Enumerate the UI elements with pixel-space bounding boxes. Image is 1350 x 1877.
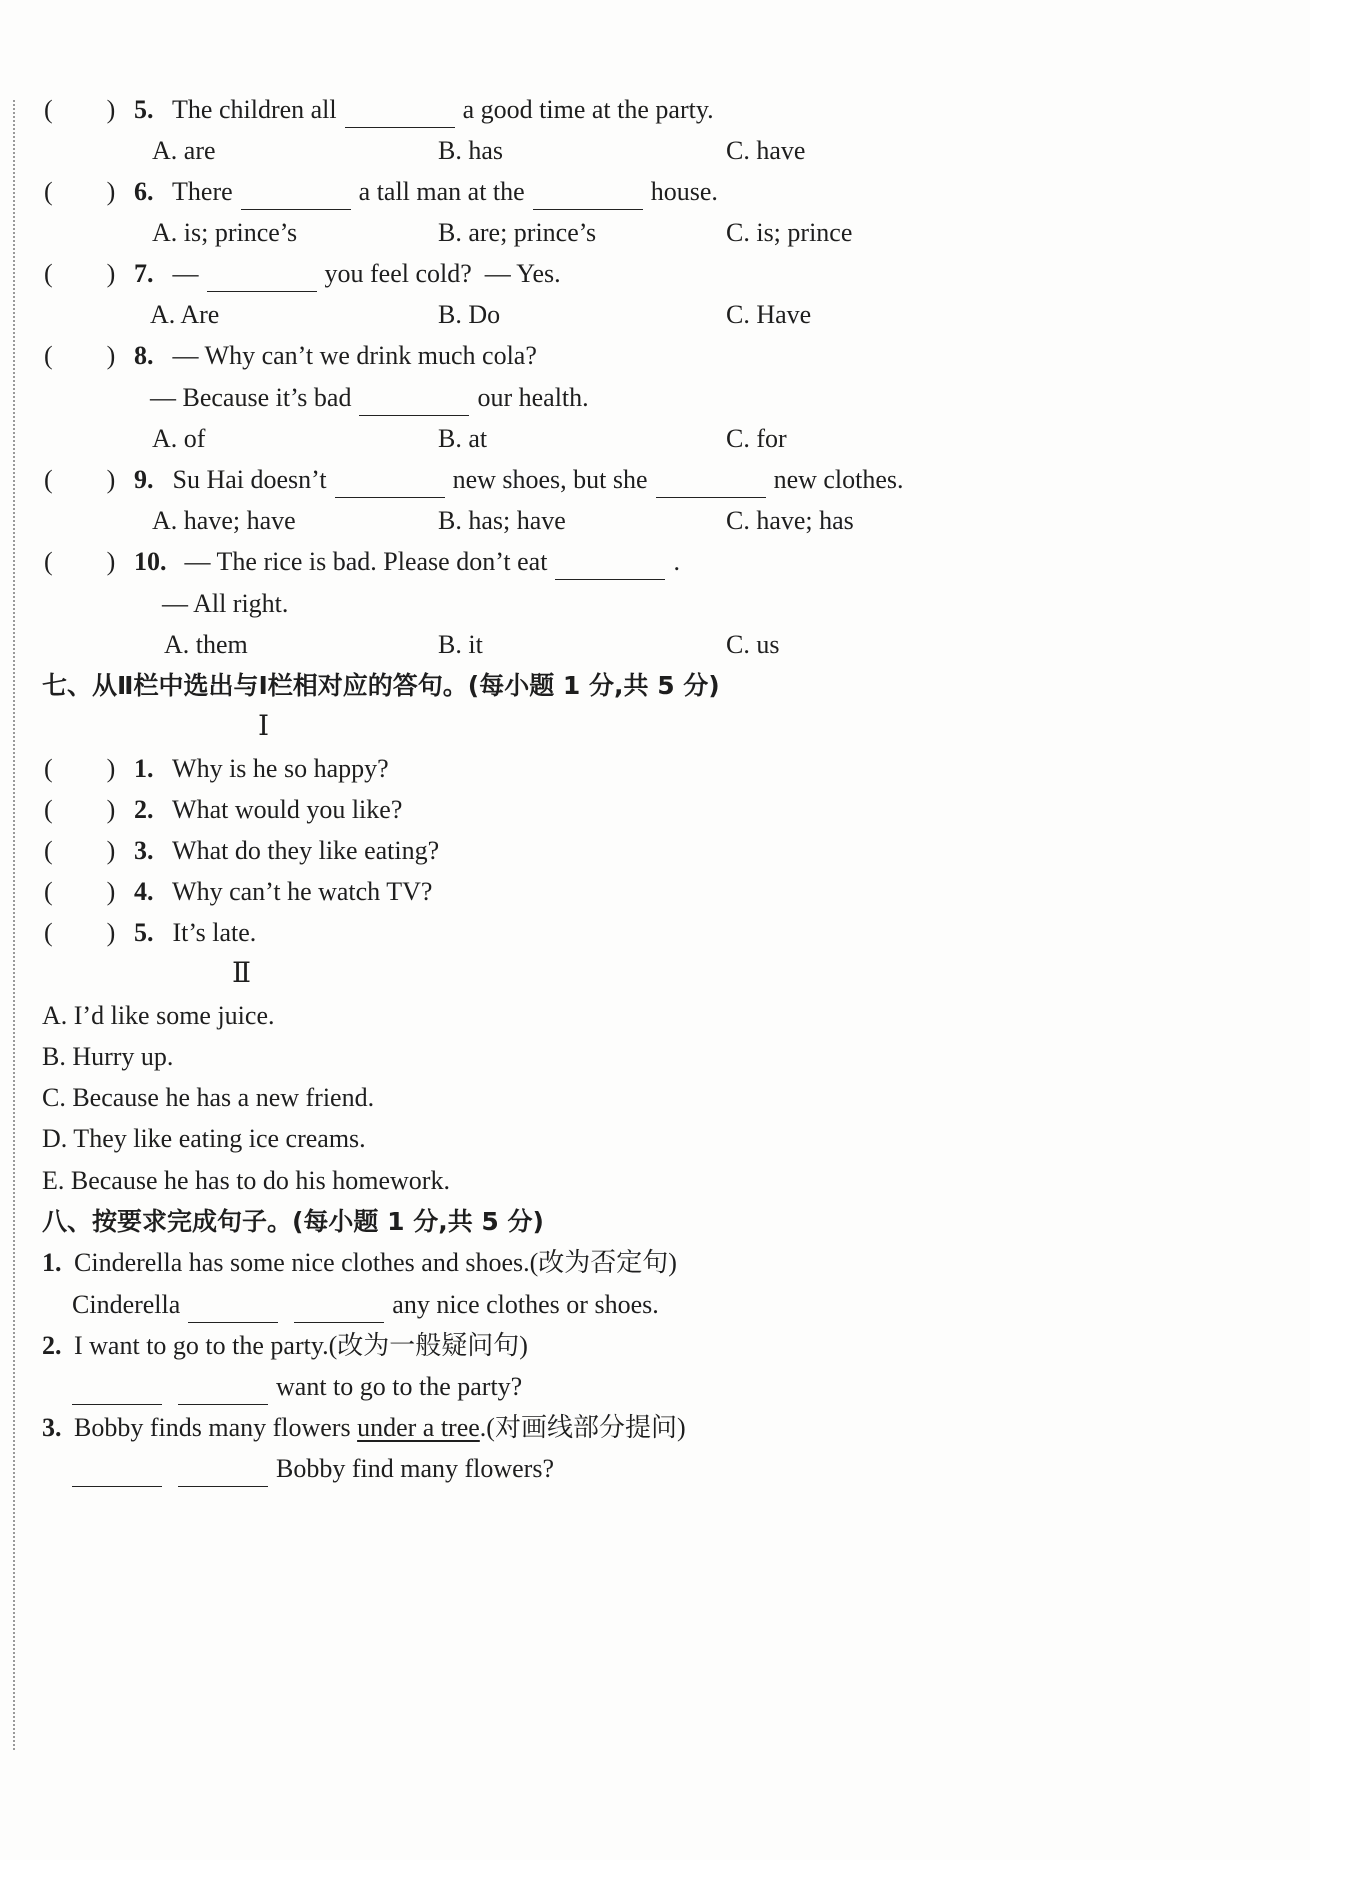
answer-bracket[interactable]: ( ) xyxy=(44,877,116,906)
fill-blank[interactable] xyxy=(533,183,643,210)
sentence-2: 2. I want to go to the party.(改为一般疑问句) xyxy=(42,1331,528,1360)
match-item: ( ) 5. It’s late. xyxy=(44,915,256,951)
question-7: ( ) 7. — you feel cold? — Yes. xyxy=(44,256,561,292)
match-item: ( ) 3. What do they like eating? xyxy=(44,833,439,869)
fill-blank[interactable] xyxy=(178,1378,268,1405)
sentence-3-answer: Bobby find many flowers? xyxy=(64,1451,554,1487)
question-8-line-2: — Because it’s bad our health. xyxy=(150,380,589,416)
fill-blank[interactable] xyxy=(188,1296,278,1323)
option-c[interactable]: C. Have xyxy=(726,300,812,329)
question-5: ( ) 5. The children all a good time at the party. xyxy=(44,92,714,128)
answer-bracket[interactable]: ( ) xyxy=(44,259,116,288)
option-c[interactable]: C. us xyxy=(726,630,780,659)
answer-bracket[interactable]: ( ) xyxy=(44,918,116,947)
fill-blank[interactable] xyxy=(656,471,766,498)
option-a[interactable]: A. them xyxy=(164,630,248,659)
option-b[interactable]: B. it xyxy=(438,630,483,659)
match-item: ( ) 2. What would you like? xyxy=(44,792,402,828)
sentence-3: 3. Bobby finds many flowers under a tree.(对画线部分提问) xyxy=(42,1413,686,1442)
question-10-line-2: — All right. xyxy=(162,589,289,618)
answer-bracket[interactable]: ( ) xyxy=(44,177,116,206)
answer-bracket[interactable]: ( ) xyxy=(44,465,116,494)
answer-bracket[interactable]: ( ) xyxy=(44,836,116,865)
option-a[interactable]: A. have; have xyxy=(152,506,296,535)
fill-blank[interactable] xyxy=(294,1296,384,1323)
fill-blank[interactable] xyxy=(72,1378,162,1405)
fill-blank[interactable] xyxy=(178,1460,268,1487)
answer-bracket[interactable]: ( ) xyxy=(44,754,116,783)
answer-option: B. Hurry up. xyxy=(42,1042,174,1071)
fill-blank[interactable] xyxy=(555,553,665,580)
fill-blank[interactable] xyxy=(335,471,445,498)
fill-blank[interactable] xyxy=(72,1460,162,1487)
option-c[interactable]: C. for xyxy=(726,424,787,453)
answer-option: C. Because he has a new friend. xyxy=(42,1083,375,1112)
match-item: ( ) 4. Why can’t he watch TV? xyxy=(44,874,432,910)
column-2-heading: Ⅱ xyxy=(232,958,252,989)
option-b[interactable]: B. are; prince’s xyxy=(438,218,597,247)
fill-blank[interactable] xyxy=(345,101,455,128)
question-10: ( ) 10. — The rice is bad. Please don’t eat . xyxy=(44,544,680,580)
answer-bracket[interactable]: ( ) xyxy=(44,795,116,824)
option-c[interactable]: C. have xyxy=(726,136,806,165)
option-b[interactable]: B. has xyxy=(438,136,503,165)
sentence-2-answer: want to go to the party? xyxy=(64,1369,522,1405)
answer-option: E. Because he has to do his homework. xyxy=(42,1166,450,1195)
answer-bracket[interactable]: ( ) xyxy=(44,341,116,370)
option-a[interactable]: A. of xyxy=(152,424,206,453)
answer-option: A. I’d like some juice. xyxy=(42,1001,275,1030)
option-b[interactable]: B. at xyxy=(438,424,488,453)
section-8-title: 八、按要求完成句子。(每小题 1 分,共 5 分) xyxy=(42,1207,544,1236)
section-7-title: 七、从Ⅱ栏中选出与Ⅰ栏相对应的答句。(每小题 1 分,共 5 分) xyxy=(42,671,720,700)
question-9: ( ) 9. Su Hai doesn’t new shoes, but she new clothes. xyxy=(44,462,904,498)
option-b[interactable]: B. Do xyxy=(438,300,501,329)
option-b[interactable]: B. has; have xyxy=(438,506,566,535)
question-6: ( ) 6. There a tall man at the house. xyxy=(44,174,718,210)
underlined-phrase: under a tree xyxy=(357,1413,480,1442)
option-a[interactable]: A. are xyxy=(152,136,216,165)
option-a[interactable]: A. is; prince’s xyxy=(152,218,298,247)
sentence-1: 1. Cinderella has some nice clothes and shoes.(改为否定句) xyxy=(42,1248,677,1277)
match-item: ( ) 1. Why is he so happy? xyxy=(44,751,389,787)
answer-option: D. They like eating ice creams. xyxy=(42,1124,366,1153)
binding-dotted-line xyxy=(13,100,15,1750)
fill-blank[interactable] xyxy=(359,389,469,416)
sentence-1-answer: Cinderella any nice clothes or shoes. xyxy=(72,1287,659,1323)
fill-blank[interactable] xyxy=(207,265,317,292)
answer-bracket[interactable]: ( ) xyxy=(44,95,116,124)
column-1-heading: Ⅰ xyxy=(258,711,270,742)
question-8: ( ) 8. — Why can’t we drink much cola? xyxy=(44,338,537,374)
option-c[interactable]: C. have; has xyxy=(726,506,854,535)
answer-bracket[interactable]: ( ) xyxy=(44,547,116,576)
option-c[interactable]: C. is; prince xyxy=(726,218,853,247)
fill-blank[interactable] xyxy=(241,183,351,210)
option-a[interactable]: A. Are xyxy=(150,300,220,329)
